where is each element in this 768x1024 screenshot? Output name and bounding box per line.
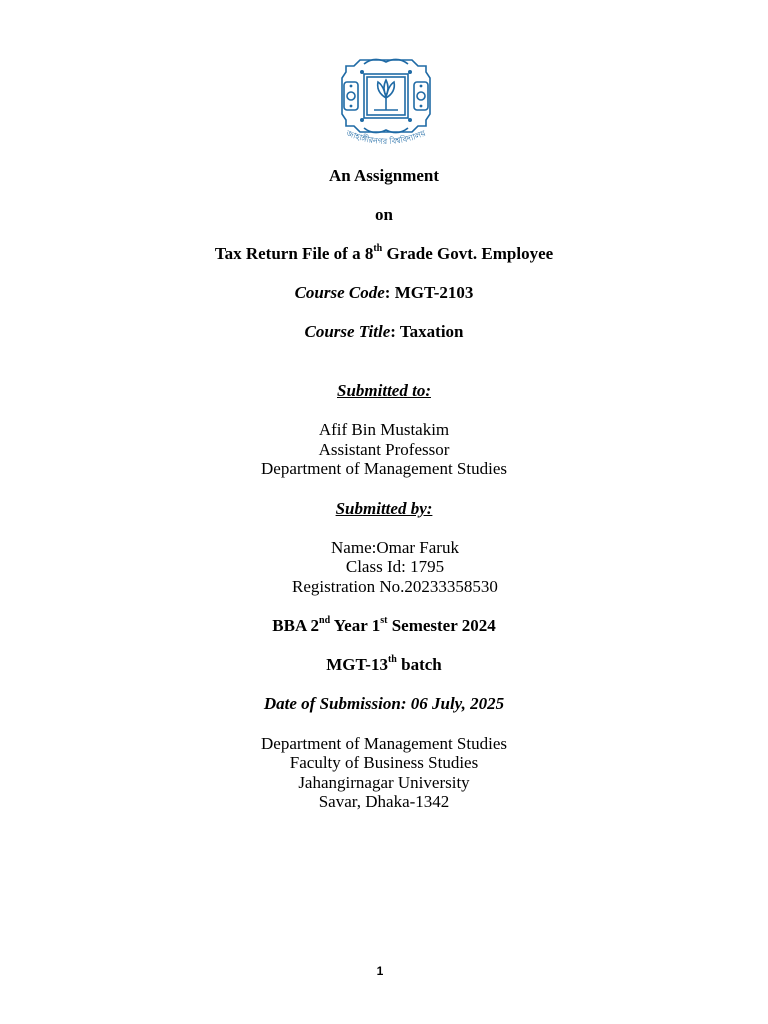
course-title-value: : Taxation (390, 322, 464, 341)
logo-caption: জাহাঙ্গীরনগর বিশ্ববিদ্যালয় (345, 128, 427, 147)
program-sup2: st (380, 615, 388, 627)
topic-prefix: Tax Return File of a 8 (214, 244, 374, 263)
supervisor-department: Department of Management Studies (261, 459, 507, 478)
course-code-label: Course Code (294, 283, 385, 302)
submitted-to-heading: Submitted to: (337, 381, 431, 400)
topic-superscript: th (373, 243, 383, 255)
batch (0, 655, 768, 675)
institution-faculty: Faculty of Business Studies (289, 753, 479, 772)
course-title-label: Course Title (304, 322, 391, 341)
assignment-topic (0, 244, 768, 264)
assignment-on: on (375, 205, 393, 224)
submission-date: Date of Submission: 06 July, 2025 (263, 694, 505, 713)
program-part3: Semester 2024 (387, 616, 496, 635)
assignment-heading: An Assignment (328, 166, 440, 185)
institution-department: Department of Management Studies (261, 734, 507, 753)
institution-address: Savar, Dhaka-1342 (318, 792, 450, 811)
supervisor-designation: Assistant Professor (318, 440, 450, 459)
student-name: Name:Omar Faruk (331, 538, 459, 557)
student-registration: Registration No.20233358530 (292, 577, 498, 596)
university-logo (338, 52, 434, 148)
course-code (0, 283, 768, 303)
topic-suffix: Grade Govt. Employee (382, 244, 554, 263)
student-class-id: Class Id: 1795 (345, 557, 445, 576)
batch-prefix: MGT-13 (326, 655, 388, 674)
institution-university: Jahangirnagar University (298, 773, 470, 792)
program-part1: BBA 2 (272, 616, 320, 635)
batch-suffix: batch (396, 655, 442, 674)
course-title (0, 322, 768, 342)
course-code-value: : MGT-2103 (384, 283, 474, 302)
page-number: 1 (376, 964, 384, 978)
batch-sup: th (387, 654, 397, 666)
submitted-by-heading: Submitted by: (335, 499, 433, 518)
program-sup1: nd (319, 615, 331, 627)
supervisor-name: Afif Bin Mustakim (318, 420, 450, 439)
program-part2: Year 1 (330, 616, 381, 635)
program-year-semester (0, 616, 768, 636)
